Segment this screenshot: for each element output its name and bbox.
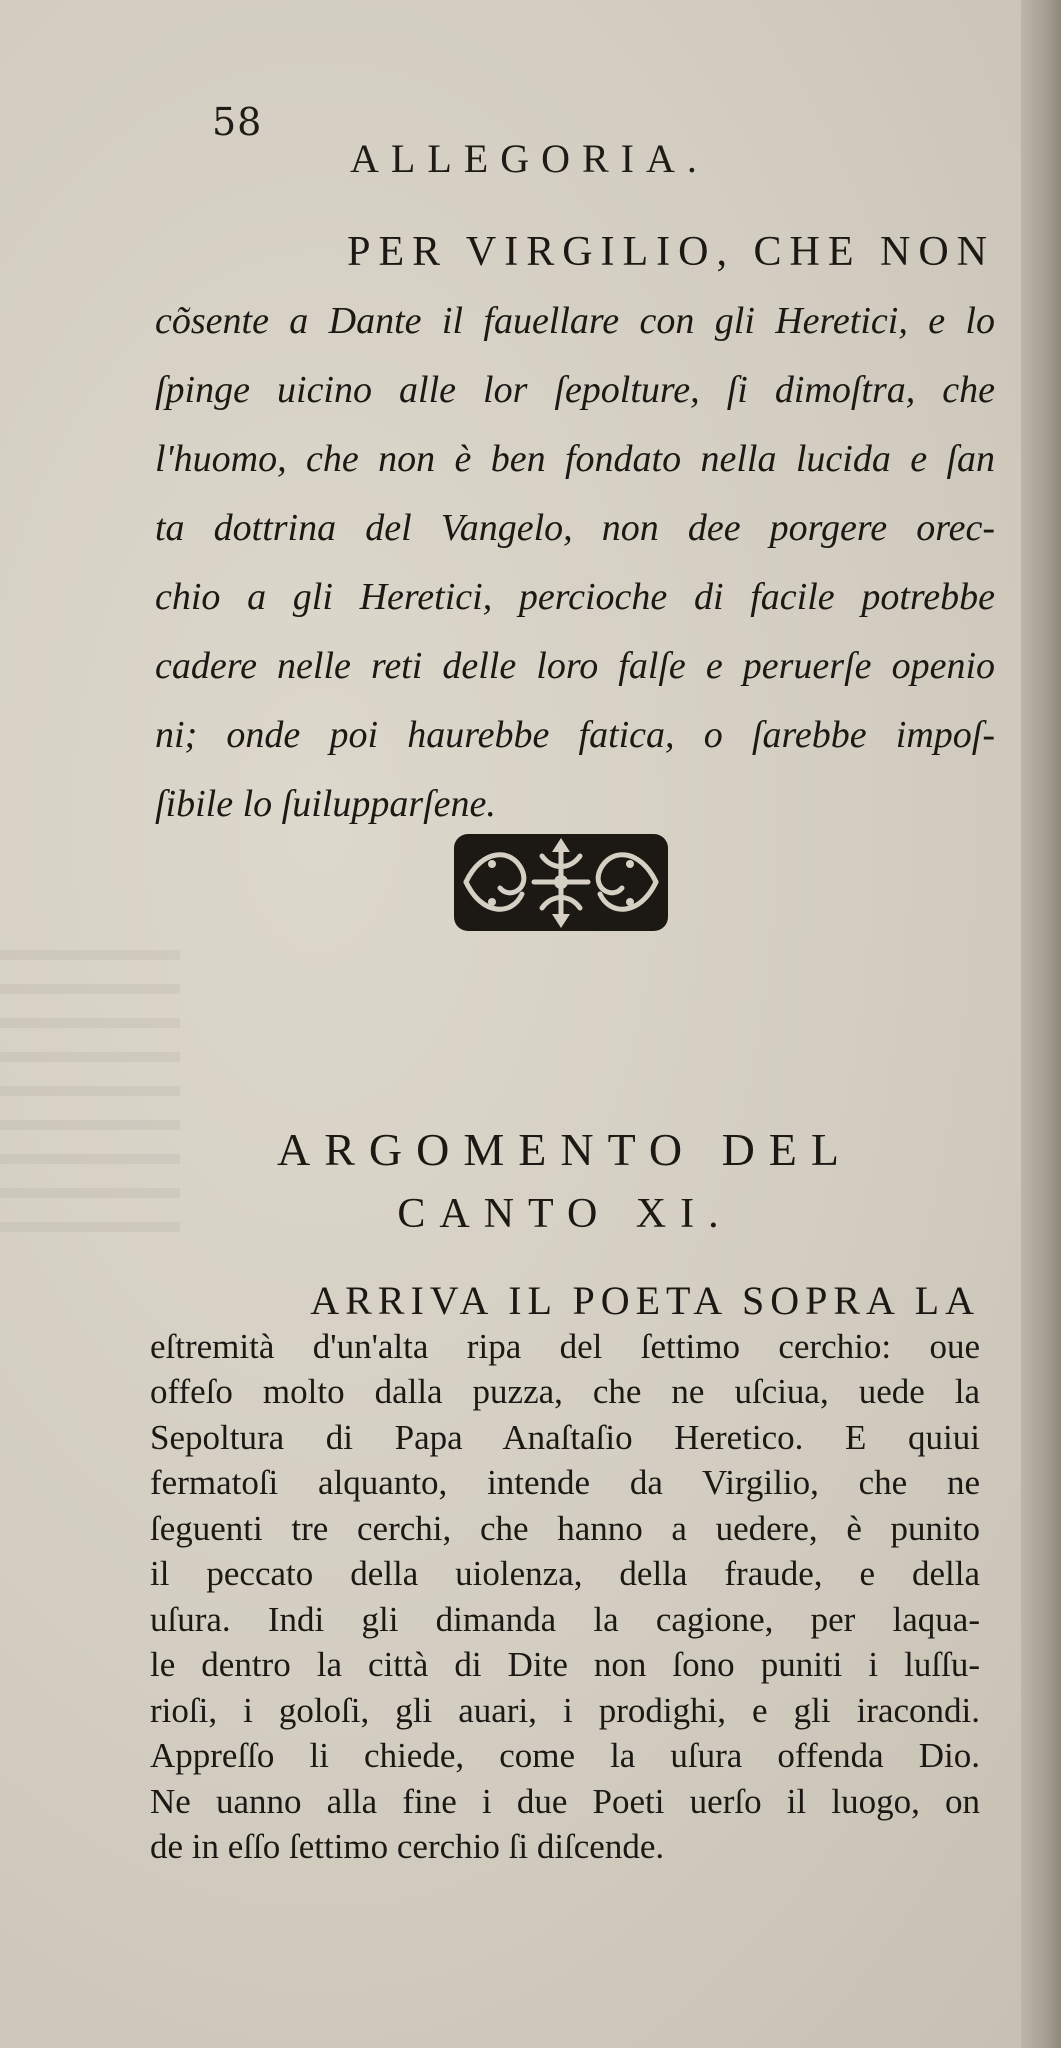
argomento-paragraph [150,1278,980,1870]
argomento-line: le dentro la città di Dite non ſono puniti i luſſu- [150,1645,980,1684]
argomento-line: eſtremità d'un'alta ripa del ſettimo cerchio: oue [150,1326,980,1366]
printers-ornament-icon [452,830,670,935]
argomento-line: Appreſſo li chiede, come la uſura offenda Dio. [150,1736,980,1775]
running-head: ALLEGORIA. [350,136,709,181]
allegoria-line: l'huomo, che non è ben fondato nella lucida e ſan [155,438,995,480]
canto-number: CANTO XI. [397,1191,733,1237]
argomento-line: de in eſſo ſettimo cerchio ſi diſcende. [150,1827,665,1866]
argomento-line: il peccato della uiolenza, della fraude, e della [150,1554,980,1593]
argomento-line: Sepoltura di Papa Anaſtaſio Heretico. E quiui [150,1417,980,1457]
argomento-line: offeſo molto dalla puzza, che ne uſciua, uede la [150,1372,980,1411]
argomento-line: Ne uanno alla fine i due Poeti uerſo il luogo, on [150,1781,980,1821]
allegoria-line: chio a gli Heretici, percioche di facile potrebbe [155,576,995,618]
allegoria-paragraph [155,218,995,839]
allegoria-line: ſpinge uicino alle lor ſepolture, ſi dimoſtra, che [155,369,995,411]
argomento-line: ſeguenti tre cerchi, che hanno a uedere, è punito [150,1508,980,1548]
argomento-title: ARGOMENTO DEL [277,1124,853,1175]
allegoria-opening-caps: PER VIRGILIO, CHE NON [347,229,995,275]
argomento-line: uſura. Indi gli dimanda la cagione, per laqua- [150,1599,980,1639]
show-through-text [0,950,180,1250]
argomento-line: rioſi, i goloſi, gli auari, i prodighi, e gli iracondi. [150,1690,980,1730]
allegoria-line: ſibile lo ſuilupparſene. [155,783,496,825]
page-gutter [1021,0,1061,2048]
argomento-heading [200,1118,930,1246]
argomento-line: fermatoſi alquanto, intende da Virgilio, che ne [150,1463,980,1502]
argomento-opening-caps: ARRIVA IL POETA SOPRA LA [310,1278,980,1323]
allegoria-line: cadere nelle reti delle loro falſe e peruerſe openio [155,645,995,687]
allegoria-line: ta dottrina del Vangelo, non dee porgere orec- [155,507,995,549]
page-number: 58 [212,100,263,144]
allegoria-line: cõsente a Dante il fauellare con gli Heretici, e lo [155,300,995,342]
allegoria-line: ni; onde poi haurebbe fatica, o ſarebbe impoſ- [155,714,995,756]
